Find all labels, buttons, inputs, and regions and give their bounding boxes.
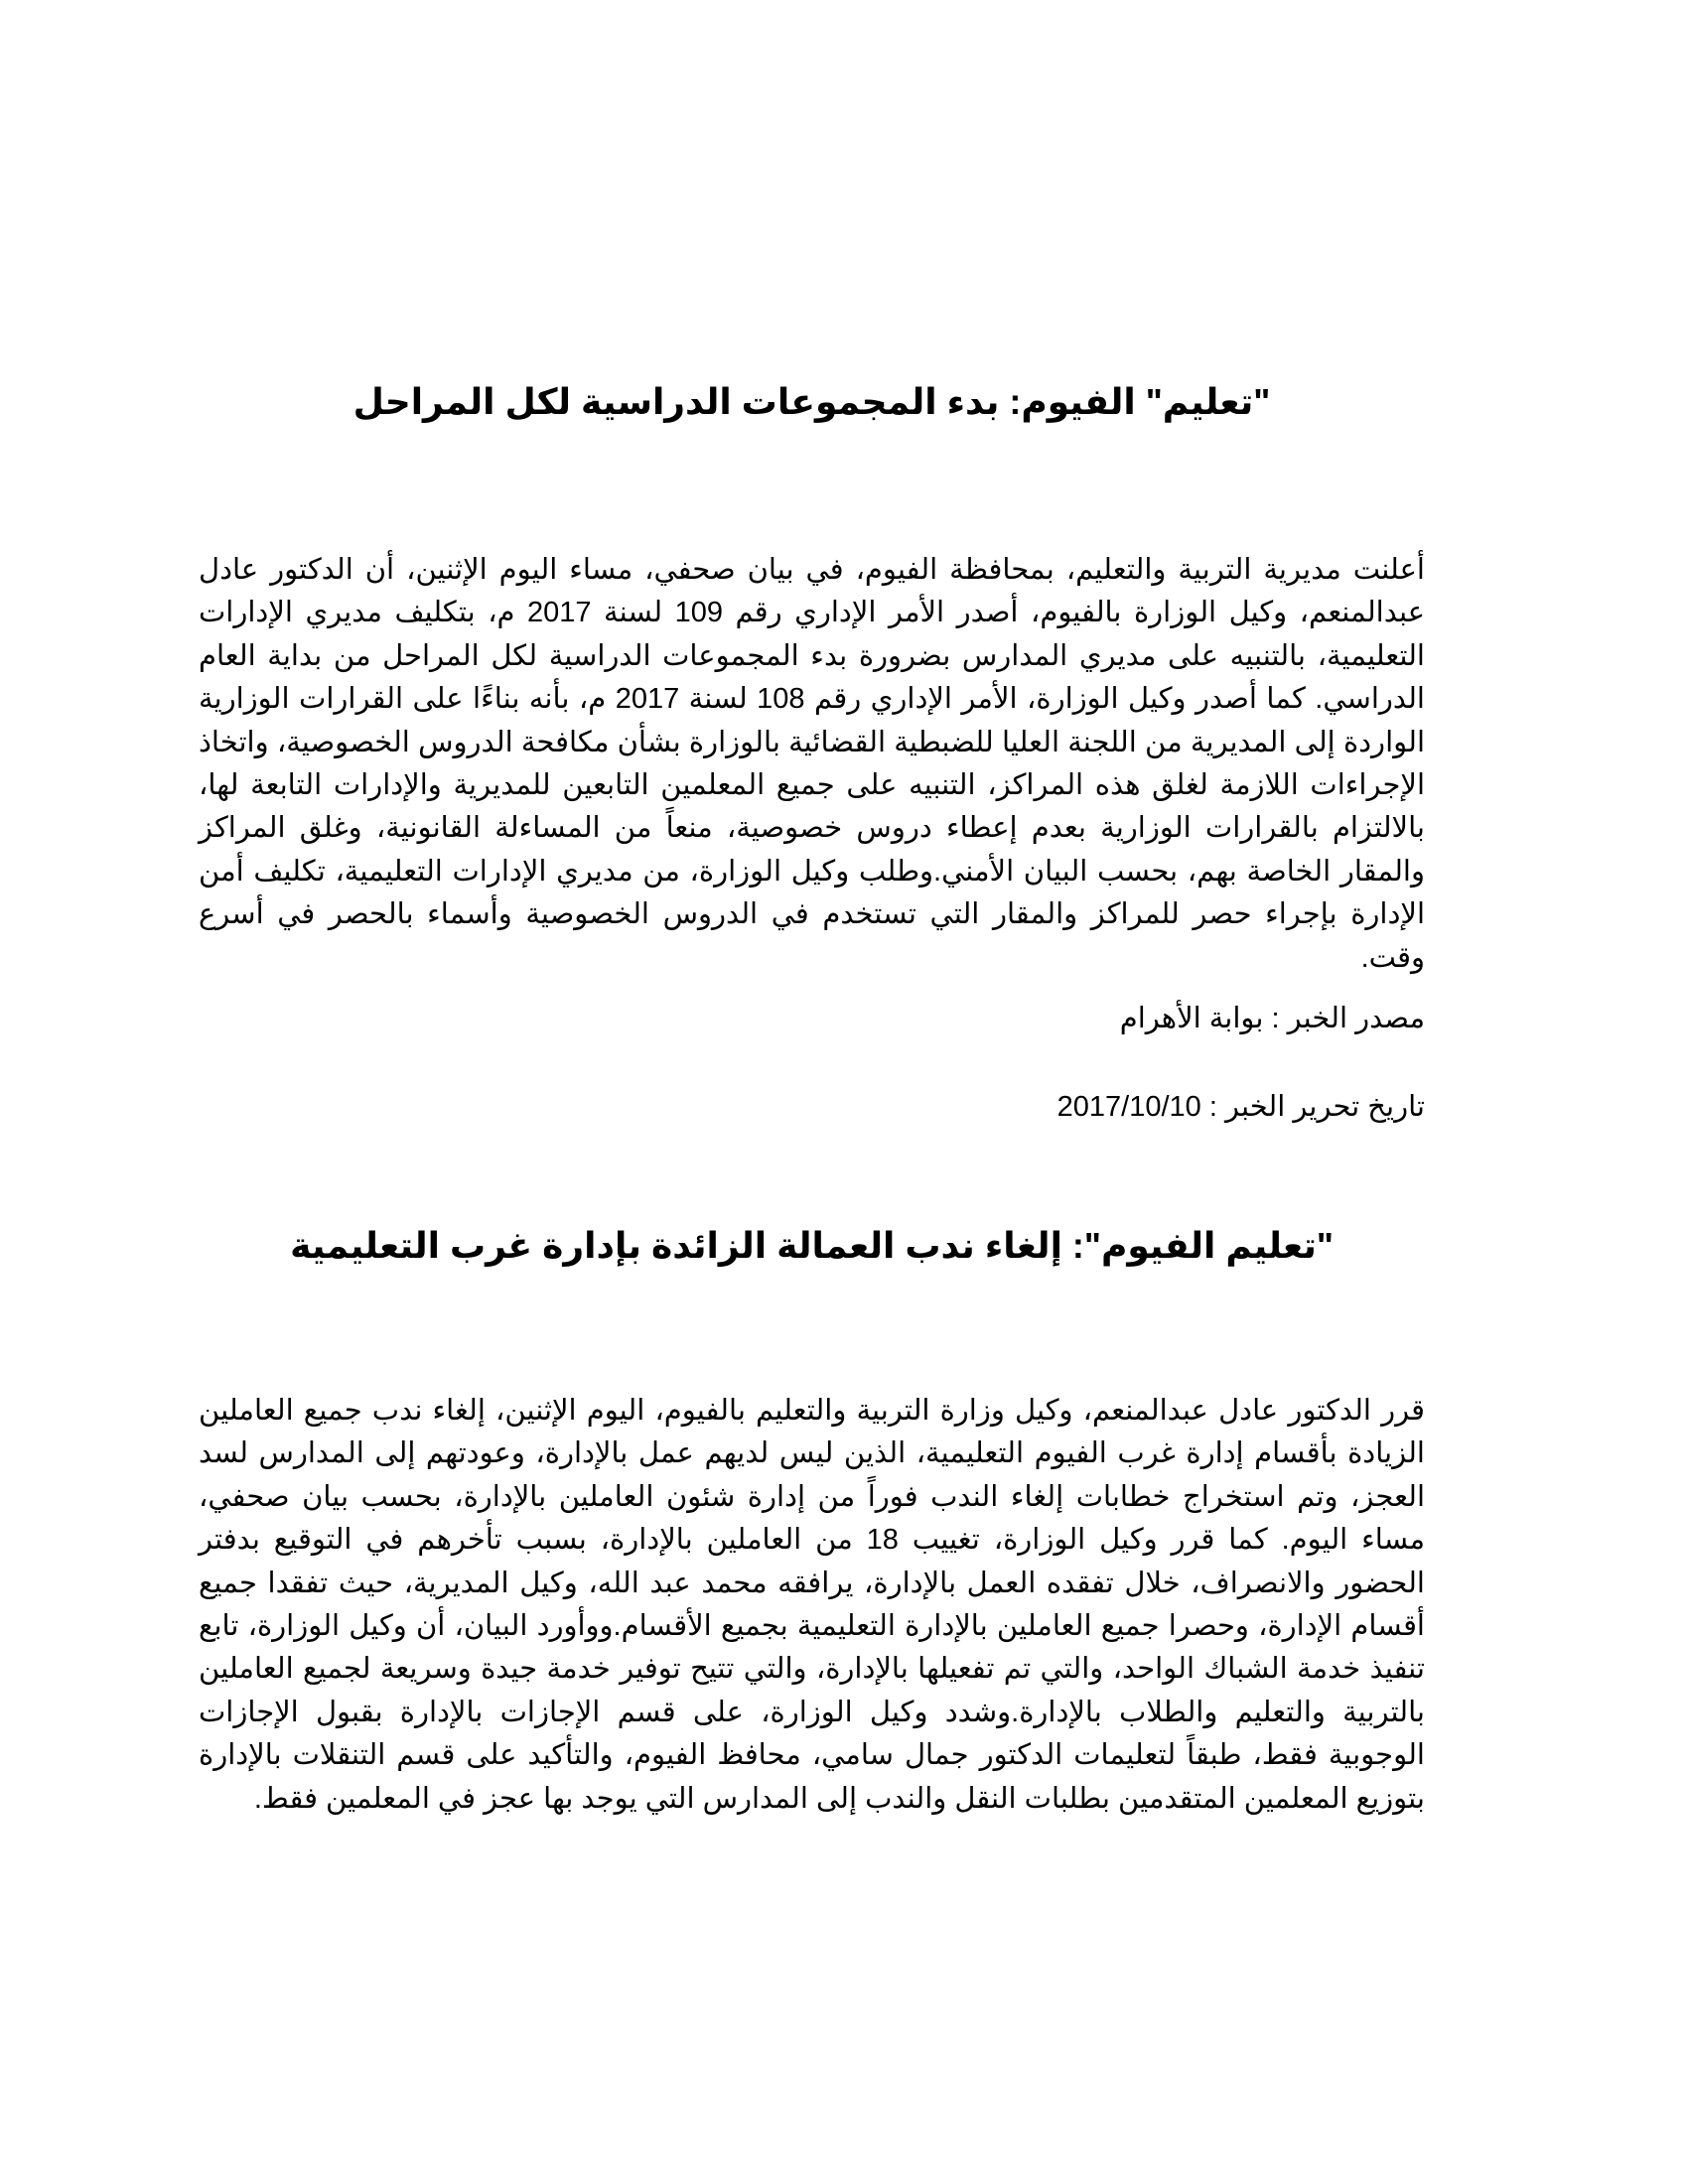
news-source-value: بوابة الأهرام	[1119, 1003, 1264, 1035]
article-body: قرر الدكتور عادل عبدالمنعم، وكيل وزارة التربية والتعليم بالفيوم، اليوم الإثنين، إلغاء ندب جميع العاملين الزيادة بأقسام إدارة غرب الفيوم التعليمية، الذين ليس لديهم عمل بالإدارة، وعودتهم إلى المدارس لسد العجز، وتم استخراج خطابات إلغاء الندب فوراً من إدارة شئون العاملين بالإدارة، بحسب بيان صحفي، مساء اليوم. كما قرر وكيل الوزارة، تغييب 18 من العاملين بالإدارة، بسبب تأخرهم في التوقيع بدفتر الحضور والانصراف، خلال تفقده العمل بالإدارة، يرافقه محمد عبد الله، وكيل المديرية، حيث تفقدا جميع أقسام الإدارة، وحصرا جميع العاملين بالإدارة التعليمية بجميع الأقسام.ووأورد البيان، أن وكيل الوزارة، تابع تنفيذ خدمة الشباك الواحد، والتي تم تفعيلها بالإدارة، والتي تتيح توفير خدمة جيدة وسريعة لجميع العاملين بالتربية والتعليم والطلاب بالإدارة.وشدد وكيل الوزارة، على قسم الإجازات بالإدارة بقبول الإجازات الوجوبية فقط، طبقاً لتعليمات الدكتور جمال سامي، محافظ الفيوم، والتأكيد على قسم التنقلات بالإدارة بتوزيع المعلمين المتقدمين بطلبات النقل والندب إلى المدارس التي يوجد بها عجز في المعلمين فقط.	[199, 1395, 1426, 1815]
news-date-value: 2017/10/10	[1056, 1091, 1201, 1124]
news-source-label: مصدر الخبر :	[1263, 1003, 1425, 1035]
article-cancel-secondment	[199, 1221, 1425, 1821]
news-date-label: تاريخ تحرير الخبر :	[1200, 1091, 1425, 1124]
article-title: "تعليم الفيوم": إلغاء ندب العمالة الزائدة بإدارة غرب التعليمية	[290, 1225, 1334, 1266]
news-source-line	[199, 998, 1425, 1040]
article-title: "تعليم" الفيوم: بدء المجموعات الدراسية لكل المراحل	[352, 381, 1271, 422]
article-body: أعلنت مديرية التربية والتعليم، بمحافظة الفيوم، في بيان صحفي، مساء اليوم الإثنين، أن الدكتور عادل عبدالمنعم، وكيل الوزارة بالفيوم، أصدر الأمر الإداري رقم 109 لسنة 2017 م، بتكليف مديري الإدارات التعليمية، بالتنبيه على مديري المدارس بضرورة بدء المجموعات الدراسية لكل المراحل من بداية العام الدراسي. كما أصدر وكيل الوزارة، الأمر الإداري رقم 108 لسنة 2017 م، بأنه بناءًا على القرارات الوزارية الواردة إلى المديرية من اللجنة العليا للضبطية القضائية بالوزارة بشأن مكافحة الدروس الخصوصية، واتخاذ الإجراءات اللازمة لغلق هذه المراكز، التنبيه على جميع المعلمين التابعين للمديرية والإدارات التابعة لها، بالالتزام بالقرارات الوزارية بعدم إعطاء دروس خصوصية، منعاً من المساءلة القانونية، وغلق المراكز والمقار الخاصة بهم، بحسب البيان الأمني.وطلب وكيل الوزارة، من مديري الإدارات التعليمية، تكليف أمن الإدارة بإجراء حصر للمراكز والمقار التي تستخدم في الدروس الخصوصية وأسماء بالحصر في أسرع وقت.	[199, 554, 1425, 974]
news-date-line	[199, 1086, 1425, 1129]
article-fayoum-study-groups	[199, 377, 1425, 1129]
